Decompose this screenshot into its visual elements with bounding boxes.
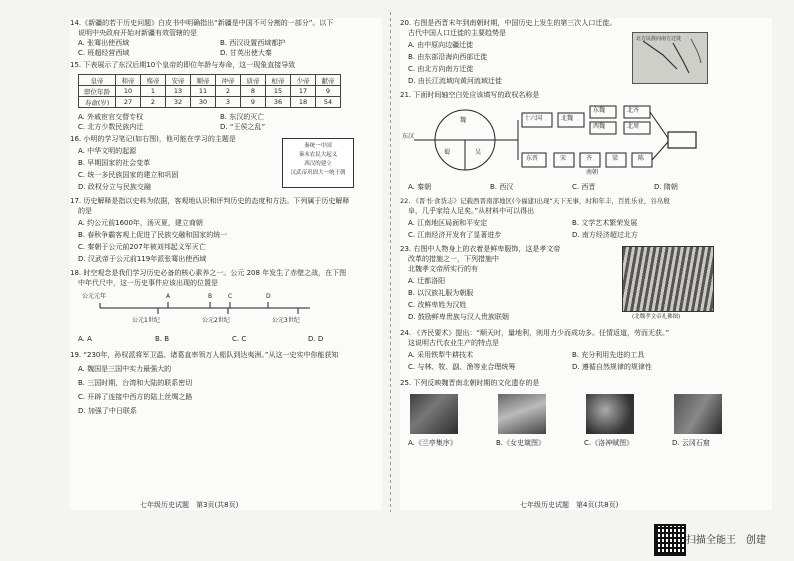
q25-stem: 25. 下列反映魏晋南北朝时期的文化遗存的是 [400, 379, 540, 387]
diagram-box-beizhou: 北周 [627, 123, 640, 130]
diagram-label-donghan: 东汉 [402, 133, 415, 140]
note-line: 秦统一中国 [304, 143, 332, 149]
q20-option-d: D. 由长江流域向黄河流域迁徙 [408, 77, 502, 85]
q18-stem-cont: 中年代尺中，这一历史事件应该出现的位置是 [78, 279, 218, 287]
q23-option-a: A. 迁都洛阳 [408, 277, 446, 285]
lanting-preface-photo [410, 394, 458, 434]
q17-option-d: D. 汉武帝于公元前119年派张骞出使西域 [78, 255, 207, 263]
q21-option-b: B. 西汉 [490, 183, 514, 191]
q20-option-a: A. 由中原向边疆迁徙 [408, 41, 474, 49]
table-cell: 17 [291, 86, 316, 97]
timeline-point-c: C [228, 293, 233, 300]
q18-stem: 18. 时空观念是我们学习历史必备的核心素养之一。公元 208 年发生了赤壁之战，在下图 [70, 269, 347, 277]
diagram-box-beiwei: 北魏 [561, 115, 574, 122]
q22-stem-cont: 阜，几乎家给人足矣。”从材料中可以得出 [408, 207, 535, 215]
emperor-table [78, 74, 341, 108]
q15-option-c: C. 北方少数民族内迁 [78, 123, 144, 131]
diagram-label-wei: 魏 [460, 117, 467, 124]
emperor-row [79, 75, 341, 86]
table-cell: 54 [316, 97, 341, 108]
table-cell: 冲帝 [216, 75, 241, 86]
table-cell: 桓帝 [266, 75, 291, 86]
q16-option-d: D. 政权分立与民族交融 [78, 183, 151, 191]
table-cell: 3 [216, 97, 241, 108]
table-head: 寿命(岁) [79, 97, 116, 108]
q21-option-d: D. 隋朝 [654, 183, 678, 191]
q25-option-a: A.《兰亭集序》 [408, 439, 457, 447]
table-cell: 1 [141, 86, 166, 97]
diagram-box-liang: 梁 [612, 155, 619, 162]
table-cell: 2 [141, 97, 166, 108]
q18-option-b: B. B [155, 335, 170, 343]
q21-option-c: C. 西晋 [572, 183, 596, 191]
qr-code-icon [654, 524, 686, 556]
note-line: 秦末农民大起义 [298, 152, 338, 158]
q16-option-b: B. 早期国家的社会变革 [78, 159, 151, 167]
q25-option-c: C.《洛神赋图》 [584, 439, 634, 447]
q23-option-d: D. 鼓励鲜卑贵族与汉人贵族联姻 [408, 313, 509, 321]
q15-option-d: D. “王侯之乱” [220, 123, 266, 131]
diagram-box-16kingdoms: 十六国 [524, 115, 543, 122]
q15-option-b: B. 东汉的灭亡 [220, 113, 265, 121]
q22-option-d: D. 南方经济超过北方 [572, 231, 638, 239]
table-cell: 安帝 [166, 75, 191, 86]
note-line: 西汉的建立 [304, 161, 332, 167]
diagram-box-dongjin: 东晋 [526, 155, 539, 162]
q25-option-b: B.《女史箴图》 [496, 439, 546, 447]
table-cell: 9 [316, 86, 341, 97]
q16-option-c: C. 统一多民族国家的建立和巩固 [78, 171, 179, 179]
q17-stem: 17. 历史解释是指以史料为依据，客观地认识和评判历史的态度和方法。下列属于历史解释 [70, 197, 350, 205]
q21-option-a: A. 秦朝 [408, 183, 432, 191]
diagram-label-wu: 吴 [475, 149, 482, 156]
q21-stem: 21. 下面时间轴空白处应该填写的政权名称是 [400, 91, 540, 99]
table-cell: 11 [191, 86, 216, 97]
table-cell: 8 [241, 86, 266, 97]
q22-option-c: C. 江南经济开发有了显著进步 [408, 231, 502, 239]
table-cell: 少帝 [291, 75, 316, 86]
q18-option-c: C. C [232, 335, 247, 343]
left-page-footer: 七年级历史试题 第3页(共8页) [140, 501, 239, 509]
table-cell: 32 [166, 97, 191, 108]
table-cell: 和帝 [116, 75, 141, 86]
lifespan-row [79, 97, 341, 108]
diagram-label-shu: 蜀 [444, 149, 451, 156]
diagram-box-dongwei: 东魏 [593, 107, 606, 114]
q20-stem-cont: 古代中国人口迁徙的主要趋势是 [408, 29, 506, 37]
table-cell: 15 [266, 86, 291, 97]
diagram-box-xiwei: 西魏 [593, 123, 606, 130]
q14-option-a: A. 张骞出使西域 [78, 39, 130, 47]
table-cell: 18 [291, 97, 316, 108]
q24-option-b: B. 充分利用先进的工具 [572, 351, 645, 359]
scanner-watermark: 扫描全能王 创建 [686, 535, 766, 546]
timeline-ruler [78, 290, 318, 336]
diagram-box-qi: 齐 [586, 155, 593, 162]
left-page [70, 18, 382, 510]
table-cell: 30 [191, 97, 216, 108]
right-page [400, 18, 772, 510]
q19-stem: 19. “230年，孙权派将军卫温、诸葛直率领万人船队到达夷洲。”从这一史实中你能获知 [70, 351, 339, 359]
q14-option-d: D. 甘英出使大秦 [220, 49, 272, 57]
admonitions-scroll-photo [498, 394, 546, 434]
q24-option-d: D. 遵循自然规律的规律性 [572, 363, 652, 371]
table-cell: 献帝 [316, 75, 341, 86]
q23-option-c: C. 改鲜卑姓为汉姓 [408, 301, 467, 309]
timeline-point-b: B [208, 293, 213, 300]
q24-stem: 24. 《齐民要术》提出：“顺天时，量地利，则用力少而成功多。任情返道，劳而无获。” [400, 329, 670, 337]
table-head: 皇帝 [79, 75, 116, 86]
q17-option-b: B. 春秋争霸客观上促进了民族交融和国家的统一 [78, 231, 228, 239]
diagram-box-chen: 陈 [638, 155, 645, 162]
q23-image-caption: (北魏孝文帝礼佛图) [632, 314, 681, 320]
note-line: 汉武帝巩固大一统王朝 [290, 170, 346, 176]
q16-stem: 16. 小明的学习笔记(如右图)，他可能在学习的主题是 [70, 135, 236, 143]
q20-option-b: B. 由东部沿海向西部迁徙 [408, 53, 488, 61]
xiaowen-procession-image [622, 246, 714, 312]
q19-option-d: D. 加强了中日联系 [78, 407, 137, 415]
q19-option-a: A. 魏国是三国中实力最强大的 [78, 365, 172, 373]
q24-option-c: C. 与林、牧、副、渔等业合理统筹 [408, 363, 516, 371]
q23-stem-cont2: 北魏孝文帝所实行的有 [408, 265, 478, 273]
q17-option-c: C. 秦朝于公元前207年被刘邦起义军灭亡 [78, 243, 206, 251]
q23-option-b: B. 以汉族礼服为朝服 [408, 289, 474, 297]
q15-stem: 15. 下表展示了东汉后期10个皇帝的即位年龄与寿命，这一现象直接导致 [70, 61, 296, 69]
timeline-point-d: D [266, 293, 271, 300]
timeline-century-1: 公元1世纪 [132, 317, 160, 324]
q23-stem-cont: 改革的措施之一，下列措施中 [408, 255, 499, 263]
q14-option-b: B. 西汉设置西域都护 [220, 39, 286, 47]
q18-option-d: D. D [308, 335, 324, 343]
q17-stem-cont: 的是 [78, 207, 92, 215]
q19-option-b: B. 三国时期，台湾和大陆的联系密切 [78, 379, 193, 387]
diagram-box-beiqi: 北齐 [627, 107, 640, 114]
timeline-point-a: A [166, 293, 171, 300]
table-head: 即位年龄 [79, 86, 116, 97]
table-cell: 10 [116, 86, 141, 97]
q20-option-c: C. 由北方向南方迁徙 [408, 65, 474, 73]
table-cell: 9 [241, 97, 266, 108]
q24-stem-cont: 这说明古代农业生产的特点是 [408, 339, 499, 347]
yungang-grottoes-photo [674, 394, 722, 434]
q22-option-b: B. 文学艺术繁荣发展 [572, 219, 638, 227]
table-cell: 27 [116, 97, 141, 108]
q20-stem: 20. 右图是西晋末年到南朝时期，中国历史上发生的第三次人口迁徙。 [400, 19, 617, 27]
q22-option-a: A. 江南地区局面和平安定 [408, 219, 488, 227]
timeline-century-2: 公元2世纪 [202, 317, 230, 324]
luoshen-scroll-photo [586, 394, 634, 434]
q22-stem: 22. 《晋书·食货志》记载西晋南部地区(今福建)出现“天下无事，时和年丰，百姓乐业，谷帛殷 [400, 197, 670, 205]
right-page-footer: 七年级历史试题 第4页(共8页) [520, 501, 619, 509]
age-row [79, 86, 341, 97]
map-caption: 北方民族向南方迁徙 [636, 36, 682, 42]
q19-option-c: C. 开辟了连接中西方的陆上丝绸之路 [78, 393, 193, 401]
table-cell: 36 [266, 97, 291, 108]
q16-option-a: A. 中华文明的起源 [78, 147, 137, 155]
table-cell: 顺帝 [191, 75, 216, 86]
table-cell: 质帝 [241, 75, 266, 86]
q15-option-a: A. 外戚宦官交替专权 [78, 113, 144, 121]
q23-stem: 23. 右图中人物身上的衣着是鲜卑服饰，这是孝文帝 [400, 245, 561, 253]
q24-option-a: A. 采用铁犁牛耕技术 [408, 351, 474, 359]
timeline-origin-label: 公元元年 [82, 293, 107, 300]
table-cell: 2 [216, 86, 241, 97]
q17-option-a: A. 约公元前1600年，汤灭夏，建立商朝 [78, 219, 203, 227]
table-cell: 殇帝 [141, 75, 166, 86]
q14-stem-cont: 说明中央政府开始对新疆有效管辖的是 [78, 29, 197, 37]
q14-stem: 14.《新疆的若干历史问题》白皮书中明确指出“新疆是中国不可分割的一部分”。以下 [70, 19, 334, 27]
diagram-box-song: 宋 [560, 155, 567, 162]
q25-option-d: D. 云冈石窟 [672, 439, 710, 447]
table-cell: 13 [166, 86, 191, 97]
diagram-label-nanchao: 南朝 [586, 169, 599, 176]
q18-option-a: A. A [78, 335, 92, 343]
timeline-century-3: 公元3世纪 [272, 317, 300, 324]
study-note-card [282, 138, 354, 188]
q14-option-c: C. 班超经营西域 [78, 49, 130, 57]
